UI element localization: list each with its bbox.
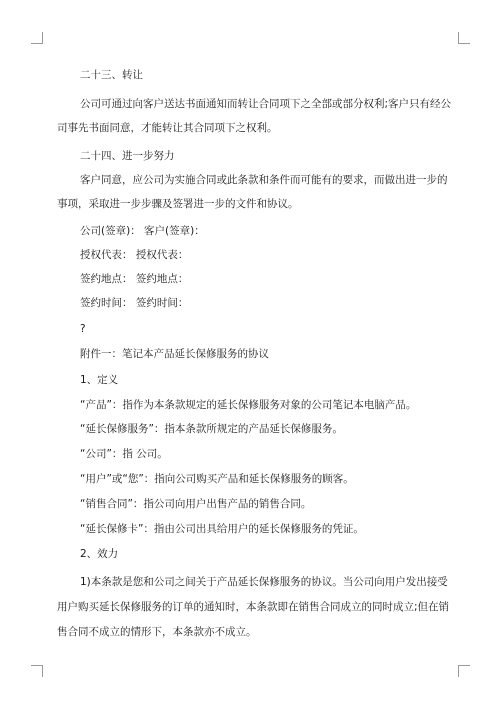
signature-line: 授权代表： 授权代表： xyxy=(80,249,189,261)
paragraph-line: 客户同意，应公司为实施合同或此条款和条件而可能有的要求，而做出进一步的 xyxy=(80,174,448,186)
section-heading: 二十四、进一步努力 xyxy=(80,150,175,162)
paragraph-line: 用户购买延长保修服务的订单的通知时，本条款即在销售合同成立的同时成立;但在销 xyxy=(57,601,450,613)
definition-line: “产品”：指作为本条款规定的延长保修服务对象的公司笔记本电脑产品。 xyxy=(80,399,417,411)
definition-line: “延长保修服务”：指本条款所规定的产品延长保修服务。 xyxy=(80,423,343,435)
paragraph-line: 公司可通过向客户送达书面通知而转让合同项下之全部或部分权利;客户只有经公 xyxy=(80,98,452,110)
placeholder-mark: ? xyxy=(80,323,86,335)
definition-line: “销售合同”：指公司向用户出售产品的销售合同。 xyxy=(80,498,312,510)
paragraph-line: 1)本条款是您和公司之间关于产品延长保修服务的协议。当公司向用户发出接受 xyxy=(80,576,448,588)
paragraph-line: 司事先书面同意，才能转让其合同项下之权利。 xyxy=(57,122,278,134)
crop-mark-top-right xyxy=(458,32,470,44)
signature-line: 公司(签章)： 客户(签章)： xyxy=(80,225,205,237)
section-heading: 1、定义 xyxy=(80,374,119,386)
definition-line: “公司”：指 公司。 xyxy=(80,448,168,460)
crop-mark-top-left xyxy=(31,32,43,44)
crop-mark-bottom-left xyxy=(31,665,43,677)
paragraph-line: 售合同不成立的情形下，本条款亦不成立。 xyxy=(57,626,257,638)
signature-line: 签约时间： 签约时间： xyxy=(80,297,189,309)
definition-line: “延长保修卡”：指由公司出具给用户的延长保修服务的凭证。 xyxy=(80,523,364,535)
section-heading: 二十三、转让 xyxy=(80,69,143,81)
paragraph-line: 事项，采取进一步步骤及签署进一步的文件和协议。 xyxy=(57,198,299,210)
section-heading: 2、效力 xyxy=(80,548,119,560)
definition-line: “用户”或“您”：指向公司购买产品和延长保修服务的顾客。 xyxy=(80,473,354,485)
crop-mark-bottom-right xyxy=(458,665,470,677)
section-heading: 附件一：笔记本产品延长保修服务的协议 xyxy=(80,348,269,360)
signature-line: 签约地点： 签约地点： xyxy=(80,273,189,285)
